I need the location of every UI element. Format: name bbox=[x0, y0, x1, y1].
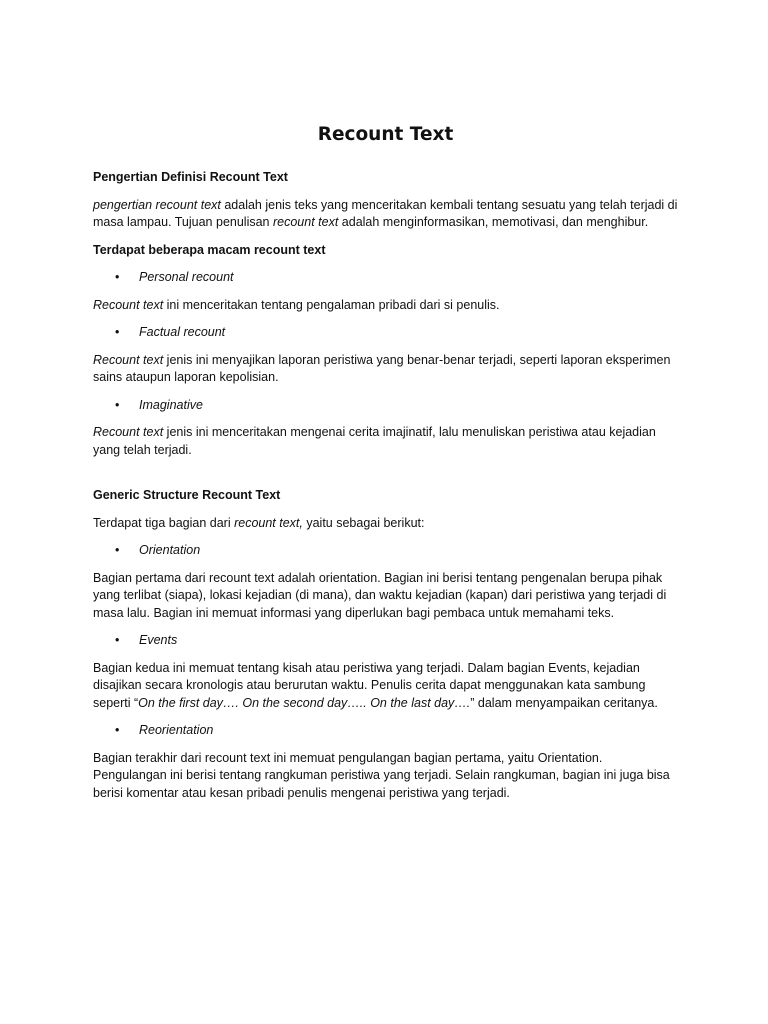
bullet-icon: • bbox=[115, 633, 120, 647]
list-item-label: Imaginative bbox=[139, 397, 203, 412]
spacer bbox=[93, 469, 678, 487]
list-item-label: Reorientation bbox=[139, 723, 214, 737]
paragraph-text: jenis ini menyajikan laporan peristiwa yang benar-benar terjadi, seperti laporan eksperimen sains ataupun laporan kepolisian. bbox=[93, 352, 671, 384]
italic-term: recount text bbox=[272, 215, 339, 229]
bullet-icon: • bbox=[115, 543, 120, 557]
section-heading-structure: Generic Structure Recount Text bbox=[93, 488, 281, 502]
list-item-reorientation bbox=[93, 722, 678, 740]
paragraph-text: adalah menginformasikan, memotivasi, dan menghibur. bbox=[338, 215, 649, 229]
italic-term: Recount text bbox=[93, 425, 164, 439]
section-heading-definition: Pengertian Definisi Recount Text bbox=[93, 170, 288, 184]
definition-paragraph bbox=[93, 197, 678, 232]
list-item-personal bbox=[93, 269, 678, 287]
paragraph-text: Bagian kedua ini memuat tentang kisah atau peristiwa yang terjadi. Dalam bagian Events, kejadian disajikan secara kronologis atau berurutan waktu. Penulis cerita dapat menggunakan kata sambung seperti “ bbox=[93, 660, 646, 710]
document-page bbox=[93, 120, 678, 812]
italic-term: On the first day…. On the second day….. On the last day…. bbox=[138, 695, 471, 710]
bullet-icon: • bbox=[115, 270, 120, 284]
type-description bbox=[93, 297, 678, 315]
type-description bbox=[93, 424, 678, 459]
events-description bbox=[93, 660, 678, 713]
list-item-label: Factual recount bbox=[139, 325, 226, 339]
bullet-icon: • bbox=[115, 723, 120, 737]
italic-term: Recount text bbox=[93, 352, 164, 367]
list-item-factual bbox=[93, 324, 678, 342]
paragraph-text: jenis ini menceritakan mengenai cerita imajinatif, lalu menuliskan peristiwa atau kejadian yang telah terjadi. bbox=[93, 425, 656, 457]
paragraph-text: ” dalam menyampaikan ceritanya. bbox=[470, 695, 658, 710]
italic-term: recount text, bbox=[234, 515, 303, 530]
section-heading-types: Terdapat beberapa macam recount text bbox=[93, 242, 326, 257]
bullet-icon: • bbox=[115, 325, 120, 339]
list-item-label: Personal recount bbox=[139, 270, 234, 284]
list-item-label: Events bbox=[139, 633, 178, 647]
list-item-events bbox=[93, 632, 678, 650]
bullet-icon: • bbox=[115, 397, 120, 412]
paragraph-text: adalah jenis teks yang menceritakan kembali tentang sesuatu yang telah terjadi di masa lampau. Tujuan penulisan bbox=[93, 197, 678, 229]
structure-intro bbox=[93, 515, 678, 533]
list-item-imaginative bbox=[93, 397, 678, 415]
italic-term: Recount text bbox=[93, 297, 167, 312]
list-item-orientation bbox=[93, 542, 678, 560]
paragraph-text: Terdapat tiga bagian dari bbox=[93, 515, 235, 530]
type-description bbox=[93, 352, 678, 387]
italic-term: pengertian recount text bbox=[93, 197, 225, 212]
list-item-label: Orientation bbox=[139, 543, 201, 557]
paragraph-text: yaitu sebagai berikut: bbox=[302, 515, 425, 530]
paragraph-text: ini menceritakan tentang pengalaman pribadi dari si penulis. bbox=[166, 297, 500, 312]
reorientation-description: Bagian terakhir dari recount text ini memuat pengulangan bagian pertama, yaitu Orientation. Pengulangan ini berisi tentang rangkuman peristiwa yang terjadi. Selain rangkuman, bagian ini juga bisa berisi komentar atau kesan pribadi penulis mengenai peristiwa yang terjadi. bbox=[93, 750, 670, 800]
document-title: Recount Text bbox=[317, 124, 454, 145]
orientation-description: Bagian pertama dari recount text adalah orientation. Bagian ini berisi tentang pengenalan berupa pihak yang terlibat (siapa), lokasi kejadian (di mana), dan waktu kejadian (kapan) dari peristiwa yang terjadi di masa lalu. Bagian ini memuat informasi yang diperlukan bagi pembaca untuk memahami teks. bbox=[93, 570, 667, 620]
